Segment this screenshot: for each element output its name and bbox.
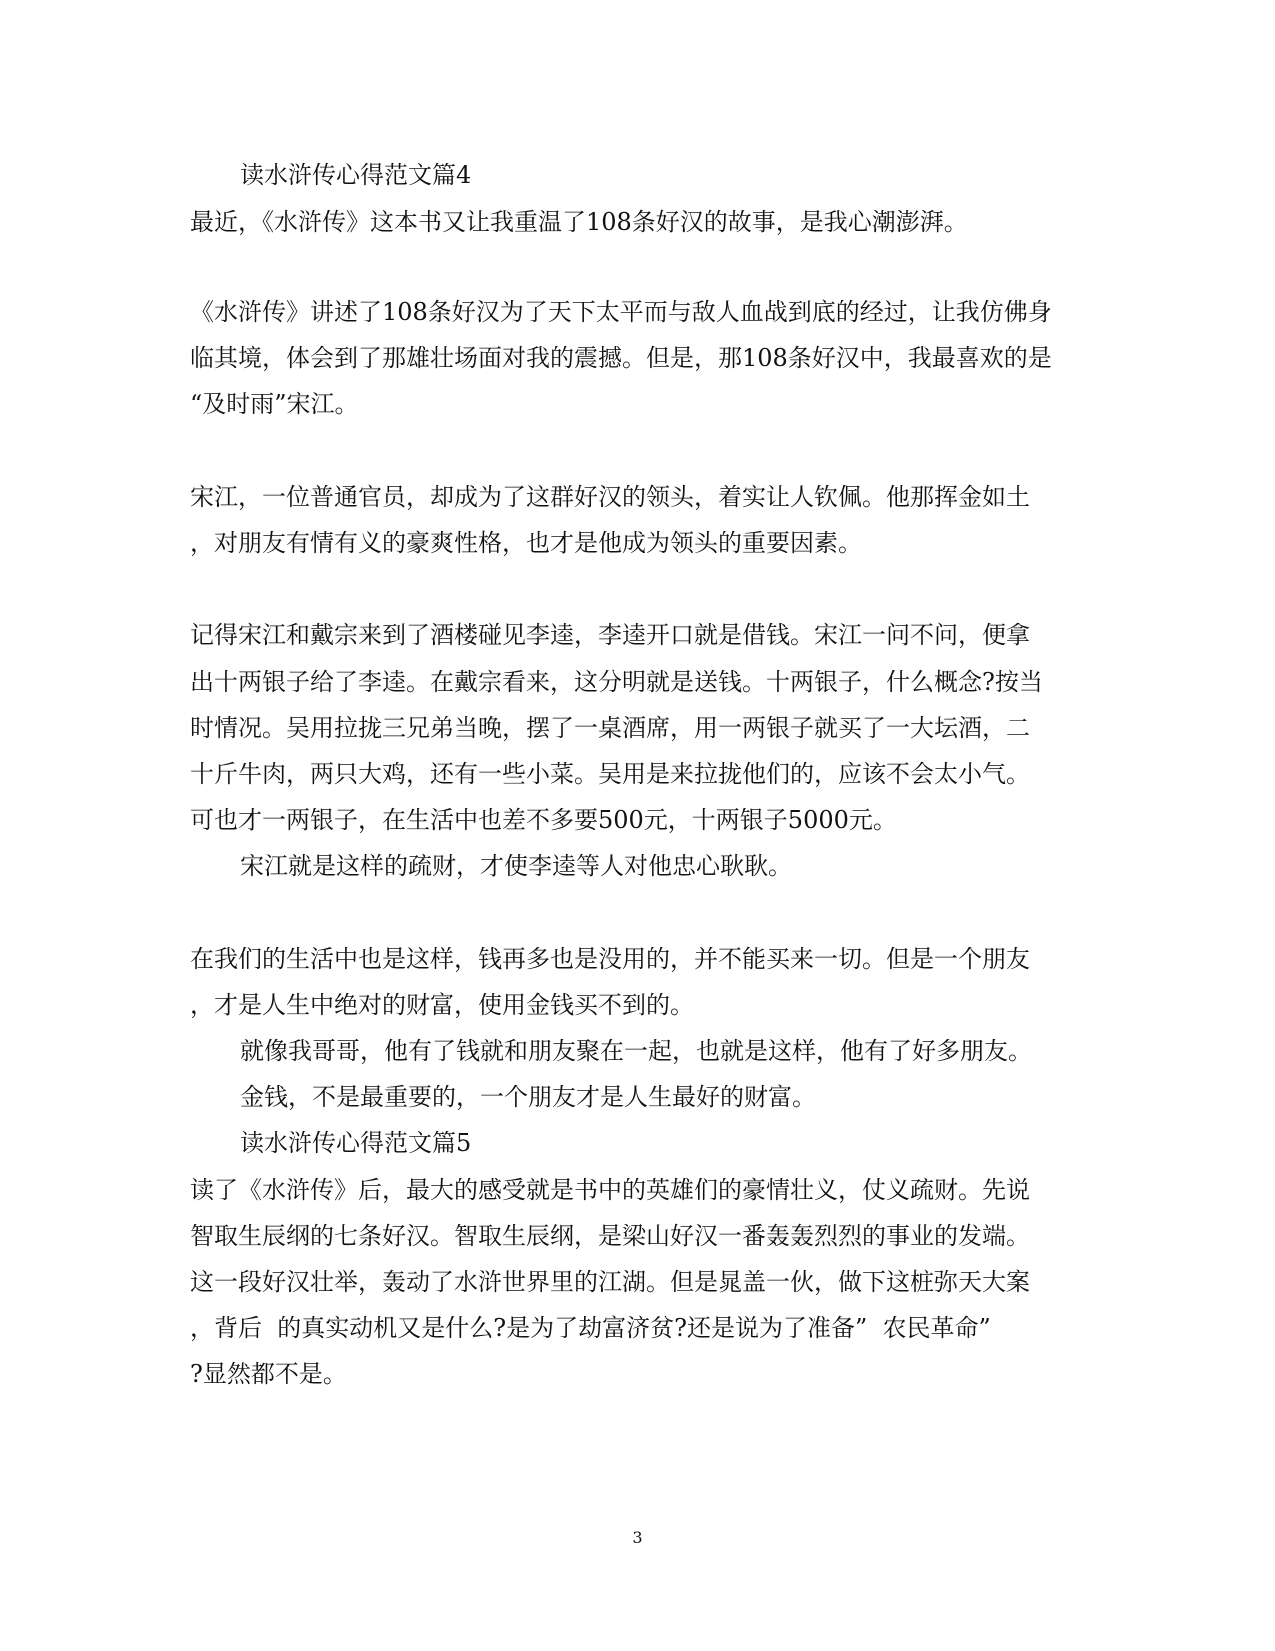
paragraph-line: 金钱，不是最重要的，一个朋友才是人生最好的财富。 bbox=[240, 1083, 816, 1111]
paragraph-line: 记得宋江和戴宗来到了酒楼碰见李逵，李逵开口就是借钱。宋江一问不问，便拿 bbox=[190, 621, 1030, 649]
paragraph-line: 临其境，体会到了那雄壮场面对我的震撼。但是，那108条好汉中，我最喜欢的是 bbox=[190, 344, 1052, 372]
paragraph-line: 就像我哥哥，他有了钱就和朋友聚在一起，也就是这样，他有了好多朋友。 bbox=[240, 1037, 1032, 1065]
page-number: 3 bbox=[632, 1528, 643, 1547]
paragraph-line: ?显然都不是。 bbox=[190, 1360, 347, 1388]
paragraph-line: 可也才一两银子，在生活中也差不多要500元，十两银子5000元。 bbox=[190, 806, 897, 834]
paragraph-line: ，背后 的真实动机又是什么?是为了劫富济贫?还是说为了准备” 农民革命” bbox=[190, 1314, 991, 1342]
section-heading-5: 读水浒传心得范文篇5 bbox=[240, 1129, 472, 1157]
paragraph-line: 时情况。吴用拉拢三兄弟当晚，摆了一桌酒席，用一两银子就买了一大坛酒，二 bbox=[190, 714, 1030, 742]
paragraph-line: 这一段好汉壮举，轰动了水浒世界里的江湖。但是晁盖一伙，做下这桩弥天大案 bbox=[190, 1268, 1030, 1296]
paragraph-line: 十斤牛肉，两只大鸡，还有一些小菜。吴用是来拉拢他们的，应该不会太小气。 bbox=[190, 760, 1030, 788]
paragraph-line: 出十两银子给了李逵。在戴宗看来，这分明就是送钱。十两银子，什么概念?按当 bbox=[190, 668, 1043, 696]
section-heading-4: 读水浒传心得范文篇4 bbox=[240, 161, 472, 189]
paragraph-line: 宋江，一位普通官员，却成为了这群好汉的领头，着实让人钦佩。他那挥金如土 bbox=[190, 483, 1030, 511]
paragraph-line: “及时雨”宋江。 bbox=[190, 390, 359, 418]
paragraph-line: 读了《水浒传》后，最大的感受就是书中的英雄们的豪情壮义，仗义疏财。先说 bbox=[190, 1176, 1030, 1204]
paragraph-line: 宋江就是这样的疏财，才使李逵等人对他忠心耿耿。 bbox=[240, 852, 792, 880]
paragraph-line: 《水浒传》讲述了108条好汉为了天下太平而与敌人血战到底的经过，让我仿佛身 bbox=[190, 298, 1052, 326]
paragraph-line: ，对朋友有情有义的豪爽性格，也才是他成为领头的重要因素。 bbox=[190, 529, 862, 557]
paragraph-line: 智取生辰纲的七条好汉。智取生辰纲，是梁山好汉一番轰轰烈烈的事业的发端。 bbox=[190, 1222, 1030, 1250]
paragraph-line: 最近，《水浒传》这本书又让我重温了108条好汉的故事，是我心潮澎湃。 bbox=[190, 208, 968, 236]
paragraph-line: ，才是人生中绝对的财富，使用金钱买不到的。 bbox=[190, 991, 694, 1019]
paragraph-line: 在我们的生活中也是这样，钱再多也是没用的，并不能买来一切。但是一个朋友 bbox=[190, 945, 1030, 973]
